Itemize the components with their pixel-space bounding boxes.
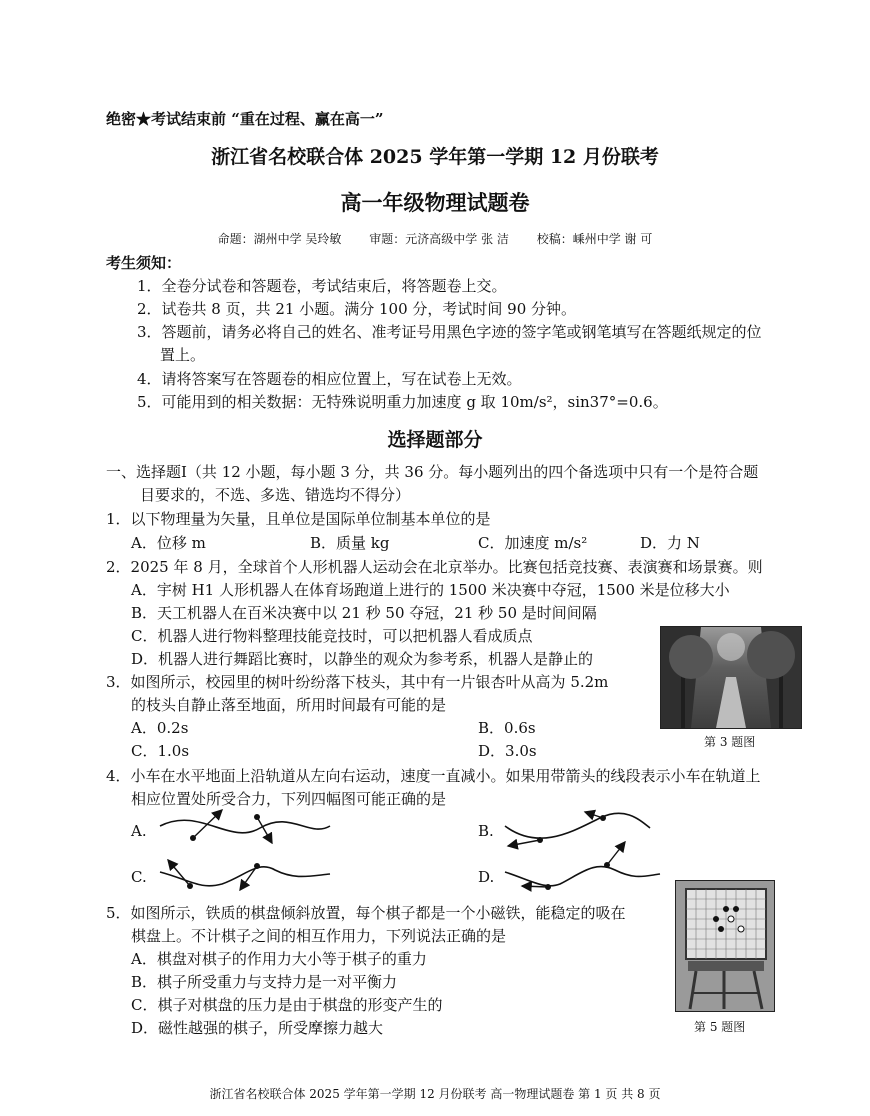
q2-option-b: B．天工机器人在百米决赛中以 21 秒 50 夺冠，21 秒 50 是时间间隔 [131, 604, 597, 622]
notice-item-2: 2．试卷共 8 页，共 21 小题。满分 100 分，考试时间 90 分钟。 [137, 300, 577, 318]
q4-stem-2: 相应位置处所受合力，下列四幅图可能正确的是 [131, 790, 447, 808]
q4-label-b: B. [478, 822, 494, 840]
chessboard-photo-icon [676, 881, 774, 1011]
q5-stem-2: 棋盘上。不计棋子之间的相互作用力，下列说法正确的是 [131, 927, 507, 945]
q3-stem-1: 3．如图所示，校园里的树叶纷纷落下枝头，其中有一片银杏叶从高为 5.2m [106, 673, 609, 691]
q5-chessboard-photo [675, 880, 775, 1012]
q5-option-b: B．棋子所受重力与支持力是一对平衡力 [131, 973, 398, 991]
q5-option-a: A．棋盘对棋子的作用力大小等于棋子的重力 [131, 950, 427, 968]
author-reviewer: 审题：元济高级中学 张 洁 [369, 232, 509, 246]
notice-item-4: 4．请将答案写在答题卷的相应位置上，写在试卷上无效。 [137, 370, 522, 388]
q1-stem: 1．以下物理量为矢量，且单位是国际单位制基本单位的是 [106, 510, 491, 528]
q3-option-c: C．1.0s [131, 742, 190, 760]
q4-label-c: C. [131, 868, 147, 886]
part1-line1: 一、选择题Ⅰ（共 12 小题，每小题 3 分，共 36 分。每小题列出的四个备选项中只有一个是符合题 [106, 463, 759, 481]
q5-stem-1: 5．如图所示，铁质的棋盘倾斜放置，每个棋子都是一个小磁铁，能稳定的吸在 [106, 904, 626, 922]
q4-diagram-a [160, 810, 330, 843]
notice-item-1: 1．全卷分试卷和答题卷，考试结束后，将答题卷上交。 [137, 277, 507, 295]
notice-item-5: 5．可能用到的相关数据：无特殊说明重力加速度 g 取 10m/s²，sin37°=0.6。 [137, 393, 668, 411]
q4-label-d: D. [478, 868, 495, 886]
q3-stem-2: 的枝头自静止落至地面，所用时间最有可能的是 [131, 696, 447, 714]
exam-title: 浙江省名校联合体 2025 学年第一学期 12 月份联考 [211, 146, 659, 168]
part1-line2: 目要求的，不选、多选、错选均不得分） [140, 486, 411, 504]
q4-diagram-d [505, 842, 660, 890]
q5-caption: 第 5 题图 [694, 1020, 746, 1034]
q2-stem: 2．2025 年 8 月，全球首个人形机器人运动会在北京举办。比赛包括竞技赛、表演赛和场景赛。则 [106, 558, 763, 576]
q5-option-c: C．棋子对棋盘的压力是由于棋盘的形变产生的 [131, 996, 443, 1014]
section-title: 选择题部分 [387, 429, 483, 451]
secret-label: 绝密★考试结束前 “重在过程、赢在高一” [106, 110, 384, 128]
q1-option-a: A．位移 m [131, 534, 206, 552]
notice-item-3-cont: 置上。 [160, 346, 206, 364]
author-proofreader: 校稿：嵊州中学 谢 可 [536, 232, 653, 246]
q4-diagram-b [505, 812, 650, 846]
q3-option-b: B．0.6s [478, 719, 536, 737]
paper-title: 高一年级物理试题卷 [340, 190, 530, 215]
q3-option-a: A．0.2s [131, 719, 189, 737]
q4-diagram-c [160, 860, 330, 890]
author-setter: 命题：湖州中学 吴玲敏 [217, 232, 342, 246]
notice-heading: 考生须知： [106, 254, 182, 272]
q4-label-a: A. [131, 822, 147, 840]
q3-option-d: D．3.0s [478, 742, 537, 760]
notice-item-3: 3．答题前，请务必将自己的姓名、准考证号用黑色字迹的签字笔或钢笔填写在答题纸规定的位 [137, 323, 762, 341]
q4-stem-1: 4．小车在水平地面上沿轨道从左向右运动，速度一直减小。如果用带箭头的线段表示小车在轨道上 [106, 767, 761, 785]
q2-option-c: C．机器人进行物料整理技能竞技时，可以把机器人看成质点 [131, 627, 533, 645]
q5-option-d: D．磁性越强的棋子，所受摩擦力越大 [131, 1019, 384, 1037]
q1-option-d: D．力 N [640, 534, 700, 552]
q1-option-b: B．质量 kg [310, 534, 390, 552]
q2-option-d: D．机器人进行舞蹈比赛时，以静坐的观众为参考系，机器人是静止的 [131, 650, 594, 668]
page-footer: 浙江省名校联合体 2025 学年第一学期 12 月份联考 高一物理试题卷 第 1 页 共 8 页 [209, 1087, 661, 1101]
q3-caption: 第 3 题图 [704, 735, 756, 749]
q1-option-c: C．加速度 m/s² [478, 534, 588, 552]
q2-option-a: A．宇树 H1 人形机器人在体育场跑道上进行的 1500 米决赛中夺冠，1500 米是位移大小 [131, 581, 730, 599]
